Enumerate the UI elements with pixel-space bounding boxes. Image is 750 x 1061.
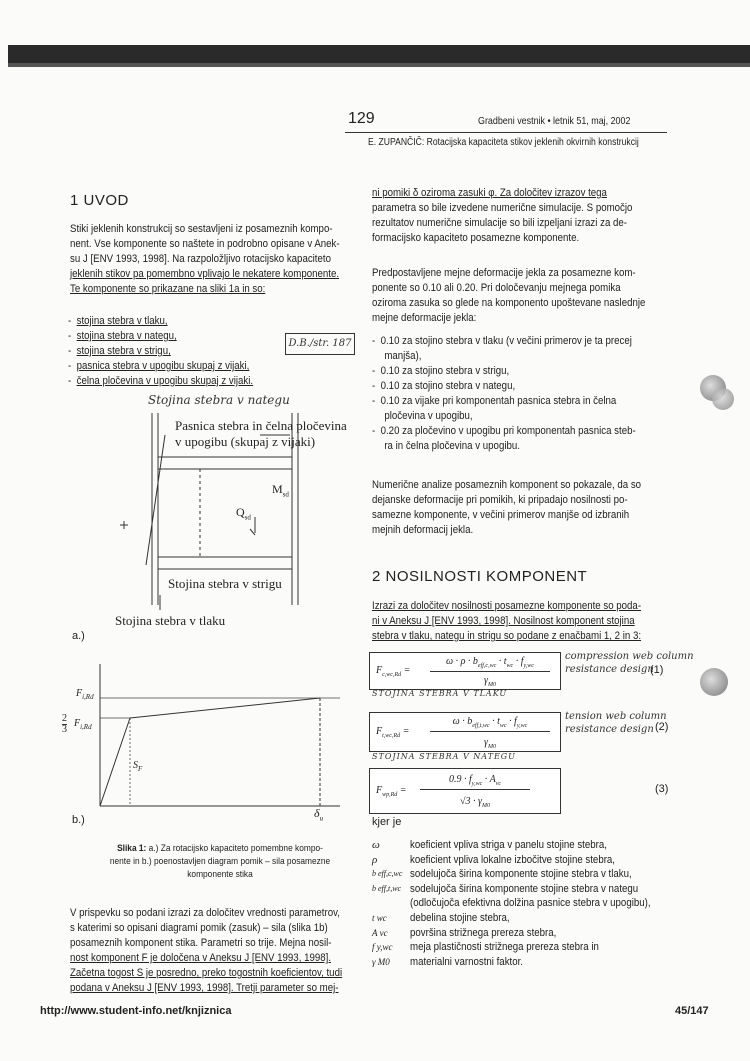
legend-row: ω koeficient vpliva striga v panelu stojine stebra,: [372, 839, 607, 851]
list-item: - stojina stebra v tlaku,: [68, 315, 168, 327]
intro-line: su J [ENV 1993, 1998]. Na razpoložljivo rotacijsko kapaciteto: [70, 253, 331, 265]
list-item: - stojina stebra v nategu,: [68, 330, 177, 342]
kjer-je: kjer je: [372, 816, 402, 828]
list-item: - pasnica stebra v upogibu skupaj z vijaki,: [68, 360, 250, 372]
equation-1-number: (1): [650, 664, 664, 676]
graph-stiffness-label: $S_F$: [133, 760, 143, 773]
footer-page-count: 45/147: [675, 1005, 709, 1017]
equation-3-number: (3): [655, 783, 669, 795]
legend-row: b eff,t,wc sodelujoča širina komponente stojine stebra v nategu: [372, 882, 639, 895]
equation-2-number: (2): [655, 721, 669, 733]
intro-line: nent. Vse komponente so naštete in podrobno opisane v Anek-: [70, 238, 340, 250]
legend-row: f y,wc meja plastičnosti strižnega prereza stebra in: [372, 941, 599, 954]
figure-a-label: a.): [72, 630, 85, 642]
graph-force-label-2: $F_{i,Rd}$: [74, 718, 92, 731]
section2-title: 2 NOSILNOSTI KOMPONENT: [372, 568, 588, 585]
figure-label-plate: Pasnica stebra in čelna pločevina v upogibu (skupaj z vijaki): [175, 418, 347, 449]
handwritten-annotation-box: D.B./str. 187: [285, 333, 355, 355]
figure-label-compression: Stojina stebra v tlaku: [115, 613, 226, 628]
handwritten-figure-note: Stojina stebra v nategu: [148, 393, 290, 407]
scan-top-bar-lower: [8, 63, 750, 67]
legend-row: A vc površina strižnega prereza stebra,: [372, 926, 557, 939]
journal-header: Gradbeni vestnik • letnik 51, maj, 2002: [478, 115, 631, 127]
legend-row: b eff,c,wc sodelujoča širina komponente stojine stebra v tlaku,: [372, 868, 632, 881]
list-item: - 0.10 za stojino stebra v tlaku (v večini primerov je ta precej: [372, 335, 632, 347]
right-paragraph-3: Numerične analize posameznih komponent so pokazale, da so dejanske deformacije pri pomikih, ki pripadajo nosilnosti po- samezne komponente, v večini primerov manjše od izbranih mejnih deformacij jekla.: [372, 479, 642, 536]
figure-label-moment: $M_{sd}$: [272, 482, 289, 499]
list-item: - stojina stebra v strigu,: [68, 345, 171, 357]
legend-row: ρ koeficient vpliva lokalne izbočitve stojine stebra,: [372, 853, 616, 866]
list-item: - 0.20 za pločevino v upogibu pri komponentah pasnica steb-: [372, 425, 636, 437]
equation-2: $F_{t,wc,Rd}$ = $\omega \cdot b_{eff,t,wc} \cdot t_{wc} \cdot f_{y,wc}$ $\gamma_{M0}$: [369, 712, 561, 752]
deformation-list: [372, 334, 672, 454]
equation-1-handwritten-note: compression web column resistance design: [565, 651, 694, 675]
figure-b-label: b.): [72, 814, 85, 826]
list-item: - 0.10 za stojino stebra v strigu,: [372, 365, 510, 377]
list-item: - 0.10 za vijake pri komponentah pasnica stebra in čelna: [372, 395, 617, 407]
list-item: ra in čelna pločevina v upogibu.: [384, 440, 520, 452]
intro-paragraph: [70, 222, 370, 297]
intro-line: Stiki jeklenih konstrukcij so sestavljeni iz posameznih kompo-: [70, 223, 333, 235]
graph-delta-label: $\delta_u$: [314, 806, 324, 823]
equation-3: $F_{wp,Rd}$ = $0.9 \cdot f_{y,wc} \cdot A_{vc}$ $√3 \cdot \gamma_{M0}$: [369, 768, 561, 814]
footer-url[interactable]: http://www.student-info.net/knjiznica: [40, 1005, 232, 1017]
graph-force-label: $F_{i,Rd}$: [76, 688, 94, 701]
header-rule: [345, 132, 667, 133]
list-item: pločevina v upogibu,: [384, 410, 473, 422]
right-paragraph-2: Predpostavljene mejne deformacije jekla za posamezne kom- ponente so 0.10 ali 0.20. Pri določevanju mejnega pomika oziroma zasuka so glede na komponento upoštevane naslednje mejne deformacije jekla:: [372, 267, 646, 324]
legend-row: γ M0 materialni varnostni faktor.: [372, 955, 523, 968]
figure-1b-graph: [90, 658, 350, 816]
punch-hole-bottom: [700, 668, 728, 696]
page-number: 129: [348, 110, 375, 127]
legend-row: t wc debelina stojine stebra,: [372, 911, 510, 924]
equation-1-handwritten-label: STOJINA STEBRA V TLAKU: [372, 689, 508, 698]
right-paragraph-4: Izrazi za določitev nosilnosti posamezne komponente so poda- ni v Aneksu J [ENV 1993, 1998]. Nosilnost komponent stojina stebra v tlaku, nategu in strigu so podane z enačbami 1, 2 in 3:: [372, 600, 642, 642]
punch-hole-top-2: [712, 388, 734, 410]
figure-label-shear: Stojina stebra v strigu: [168, 576, 282, 591]
intro-line: jeklenih stikov pa pomembno vplivajo le nekatere komponente.: [70, 268, 340, 280]
section1-title: 1 UVOD: [70, 192, 129, 209]
figure-caption: Slika 1: a.) Za rotacijsko kapaciteto pomembne kompo- nente in b.) poenostavljen diagram pomik – sila posamezne komponente stika: [109, 843, 331, 880]
equation-1: $F_{c,wc,Rd}$ = $\omega \cdot \rho \cdot b_{eff,c,wc} \cdot t_{wc} \cdot f_{y,wc}$ $\gamma_{M0}$: [369, 652, 561, 690]
equation-2-handwritten-label: STOJINA STEBRA V NATEGU: [372, 752, 516, 761]
figure-label-shear-force: $Q_{sd}$: [236, 505, 251, 522]
graph-two-thirds: 2 3: [62, 713, 67, 735]
symbol-legend: [372, 838, 692, 969]
component-list: [68, 314, 278, 389]
list-item: - 0.10 za stojino stebra v nategu,: [372, 380, 516, 392]
equation-2-handwritten-note: tension web column resistance design: [565, 711, 667, 735]
paragraph-2: V prispevku so podani izrazi za določitev vrednosti parametrov, s katerimi so opisani diagrami pomik (zasuk) – sila (slika 1b) posameznih komponent stika. Parametri so trije. Mejna nosil- nost komponent F je določena v Aneksu J [ENV 1993, 1998]. Začetna togost S je posredno, preko togostnih koeficientov, tudi podana v Aneksu J [ENV 1993, 1998]. Tretji parameter so mej-: [70, 907, 343, 994]
list-item: - čelna pločevina v upogibu skupaj z vijaki.: [68, 375, 254, 387]
list-item: manjša),: [384, 350, 422, 362]
legend-row: (odločujoča efektivna dolžina pasnice stebra v upogibu),: [410, 897, 651, 910]
intro-line: Te komponente so prikazane na sliki 1a in so:: [70, 283, 266, 295]
scan-top-bar: [8, 45, 750, 63]
right-paragraph-1: ni pomiki δ oziroma zasuki φ. Za določitev izrazov tega parametra so bile izvedene numerične simulacije. S pomočjo rezultatov numerične simulacije so bili izpeljani izrazi za de- formacijsko kapaciteto posamezne komponente.: [372, 187, 633, 244]
author-title: E. ZUPANČIČ: Rotacijska kapaciteta stikov jeklenih okvirnih konstrukcij: [368, 137, 639, 148]
